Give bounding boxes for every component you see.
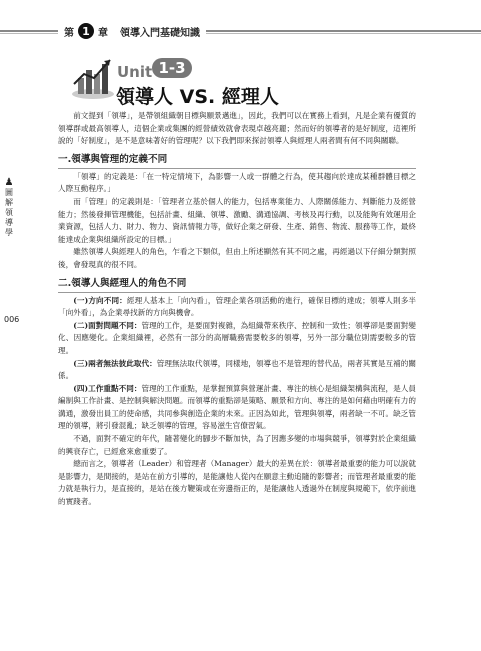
item-text: 管理的工作重點，是掌握預算與營運計畫、專注的核心是組織架構與流程，是人員編制與工作計畫、是控制與解決問題。而領導的重點卻是策略、願景和方向、專注的是如何藉由明確有力的溝通，激發出員工的使命感，共同參與創造企業的未來。正因為如此，管理與領導，兩者缺一不可。缺乏管理的領導，將引發混亂；缺乏領導的管理，容易滋生官僚習氣。: [58, 383, 417, 431]
chapter-number-badge: 1: [78, 23, 94, 39]
item-text: 經理人基本上「向內看」，管理企業各項活動的進行，確保目標的達成；領導人則多半「向外看」，為企業尋找新的方向與機會。: [58, 295, 417, 318]
page-number: 006: [4, 315, 20, 324]
paragraph: 雖然領導人與經理人的角色，乍看之下類似，但由上所述顯然有其不同之處，再經過以下仔細分類對照後，會發現真的很不同。: [58, 247, 416, 269]
side-label-char: 圖: [5, 188, 13, 197]
list-item: [58, 383, 416, 433]
list-item: [58, 320, 416, 358]
side-label-char: 學: [5, 228, 13, 237]
list-item: [58, 358, 416, 383]
body-content: [58, 110, 416, 509]
item-text: 管理的工作，是要面對複雜，為組織帶來秩序、控制和一致性；領導卻是要面對變化、因應變化。企業組織裡，必然有一部分的高層職務需要較多的領導，另外一部分職位則需要較多的管理。: [58, 320, 417, 355]
definition-leadership: 「領導」的定義是：「在一特定情境下，為影響一人或一群體之行為，使其趨向於達成某種群體目標之人際互動程序。」: [58, 171, 416, 194]
side-label-char: 領: [5, 208, 13, 217]
chapter-prefix: 第: [64, 27, 74, 39]
item-label: (一)方向不同：: [73, 295, 127, 305]
chapter-title: 領導入門基礎知識: [120, 27, 200, 39]
section-heading: 二.領導人與經理人的角色不同: [58, 278, 416, 293]
section-heading: 一.領導與管理的定義不同: [58, 154, 416, 169]
unit-title: 領導人 VS. 經理人: [116, 86, 279, 108]
side-label-char: 導: [5, 218, 13, 227]
bar-chart-icon: [70, 54, 116, 100]
intro-paragraph: 前文提到「領導」，是帶領組織朝目標與願景邁進」，因此，我們可以在實務上看到，凡是企業有優質的領導群或最高領導人，這個企業或集團的經營績效就會表現卓越亮麗；然而好的領導者的是好制度，這裡所說的「好制度」，是不是意味著好的管理呢？以下我們即來探討領導人與經理人兩者間有何不同與關聯。: [58, 111, 416, 146]
paragraph: 不過，面對不確定的年代，隨著變化的腳步不斷加快，為了因應多變的市場與競爭，領導對於企業組織的興衰存亡，已經愈來愈重要了。: [58, 434, 416, 456]
item-label: (四)工作重點不同：: [73, 383, 142, 393]
item-text: 管理無法取代領導，同樣地，領導也不是管理的替代品，兩者其實是互補的關係。: [58, 358, 417, 381]
chapter-suffix: 章: [98, 27, 108, 39]
item-label: (三)兩者無法彼此取代：: [73, 358, 157, 368]
side-label: [3, 178, 15, 238]
definition-management: 而「管理」的定義則是：「管理者立基於個人的能力，包括專業能力、人際關係能力、判斷能力及經營能力；然後發揮管理機能，包括計畫、組織、領導、激勵、溝通協調、考核及再行動，以及能夠有效運用企業資源，包括人力、財力、物力、資訊情報力等，做好企業之研發、生產、銷售、物流、服務等工作，最終能達成企業與組織所設定的目標。」: [58, 196, 416, 244]
item-label: (二)面對問題不同：: [73, 320, 142, 330]
paragraph: 總而言之，領導者（Leader）和管理者（Manager）最大的差異在於：領導者最重要的能力可以說就是影響力，是間接的，是站在前方引導的，是能讓他人從內在願意主動追隨的影響者；而管理者最重要的能力就是執行力，是直接的，是站在後方鞭策或在旁邊指正的，是能讓他人透過外在制度與規範下，依序前進的實踐者。: [58, 459, 416, 507]
chapter-header: [58, 22, 206, 40]
chess-piece-icon: ♟: [4, 177, 14, 188]
side-label-char: 解: [5, 198, 13, 207]
unit-label: Unit: [117, 63, 153, 81]
unit-number-badge: 1-3: [152, 58, 192, 78]
list-item: [58, 295, 416, 320]
